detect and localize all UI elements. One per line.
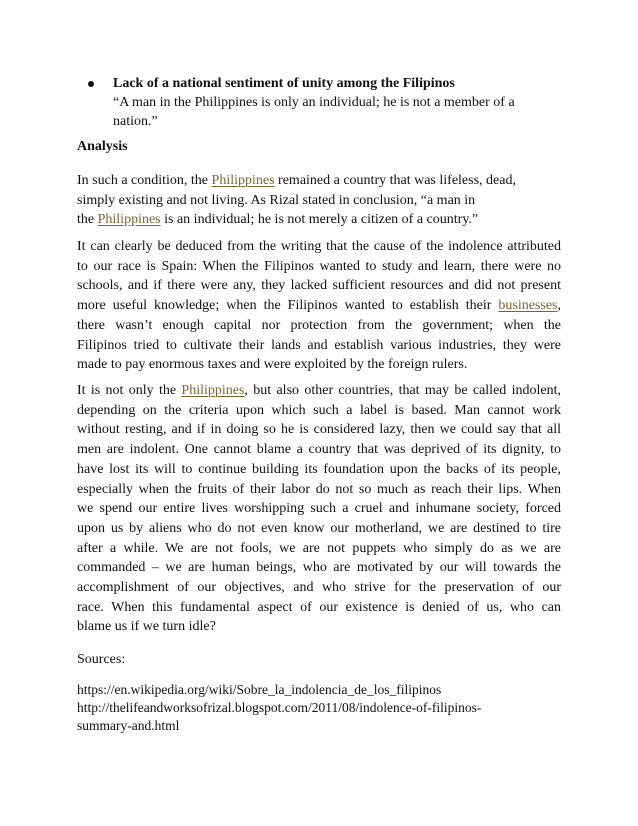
bullet-quote-line: “A man in the Philippines is only an individual; he is not a member of a [113,95,515,110]
paragraph-line: race. When this fundamental aspect of our existence is denied of us, who can [77,599,561,615]
bullet-quote [113,93,565,131]
bullet-dot-icon [88,81,94,87]
bullet-quote-line: nation.” [113,114,158,129]
paragraph-3 [77,381,561,637]
paragraph-line: It is not only the Philippines, but also other countries, that may be called indolent, [77,383,561,398]
paragraph-1 [77,171,561,230]
paragraph-line: more useful knowledge; when the Filipinos wanted to establish their businesses, [77,298,561,314]
paragraph-2 [77,237,561,375]
paragraph-line: to our race is Spain: When the Filipinos wanted to study and learn, there were no [77,258,561,274]
paragraph-line: schools, and if there were any, they lacked sufficient resources and did not present [77,278,561,294]
paragraph-line: blame us if we turn idle? [77,619,216,635]
paragraph-line: Filipinos tried to cultivate their lands and establish various industries, they were [77,337,561,353]
paragraph-line: In such a condition, the Philippines remained a country that was lifeless, dead, [77,173,516,188]
paragraph-line: there wasn’t enough capital nor protection from the government; when the [77,317,561,333]
paragraph-line: especially when the fruits of their labor do not so much as reach their lips. When [77,481,561,497]
philippines-link[interactable]: Philippines [181,383,245,398]
paragraph-line: the Philippines is an individual; he is not merely a citizen of a country.” [77,212,479,228]
paragraph-line: men are indolent. One cannot blame a country that was deprived of its dignity, to [77,442,561,458]
paragraph-line: have lost its will to continue building its foundation upon the backs of its people, [77,461,561,477]
businesses-link[interactable]: businesses [498,298,558,314]
sources-label: Sources: [77,652,126,667]
paragraph-line: commanded – we are human beings, who are motivated by our will towards the [77,560,561,576]
philippines-link[interactable]: Philippines [211,173,275,188]
bullet-heading: Lack of a national sentiment of unity among the Filipinos [113,76,455,91]
source-url: http://thelifeandworksofrizal.blogspot.com/2011/08/indolence-of-filipinos- [77,700,482,715]
paragraph-line: depending on the criteria upon which such a label is based. Man cannot work [77,402,561,418]
paragraph-line: we spend our entire lives worshipping such a cruel and inhumane society, forced [77,501,561,517]
source-url: https://en.wikipedia.org/wiki/Sobre_la_indolencia_de_los_filipinos [77,682,442,697]
paragraph-line: without resting, and if in doing so he is considered lazy, then we could say that all [77,422,561,438]
analysis-heading: Analysis [77,139,128,154]
paragraph-line: accomplishment of our objectives, and who strive for the preservation of our [77,580,561,596]
philippines-link[interactable]: Philippines [97,212,161,228]
paragraph-line: made to pay enormous taxes and were exploited by the foreign rulers. [77,357,468,373]
paragraph-line: It can clearly be deduced from the writing that the cause of the indolence attributed [77,239,561,254]
paragraph-line: upon us by aliens who do not even know our motherland, we are destined to tire [77,520,561,536]
source-url: summary-and.html [77,718,180,733]
paragraph-line: after a while. We are not fools, we are not puppets who simply do as we are [77,540,561,556]
paragraph-line: simply existing and not living. As Rizal stated in conclusion, “a man in [77,192,476,208]
